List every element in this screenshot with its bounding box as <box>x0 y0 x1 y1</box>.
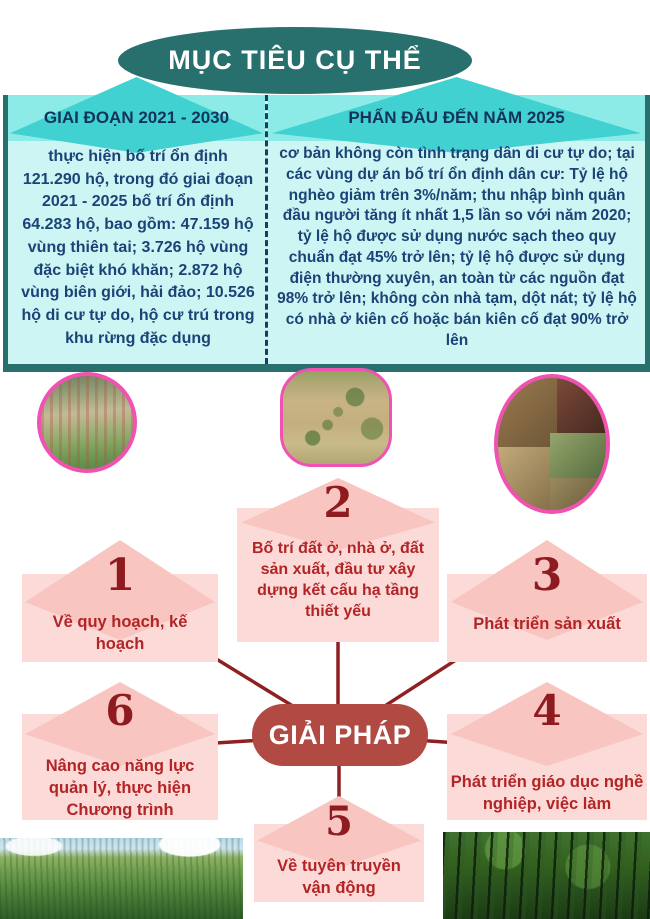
main-title-banner <box>118 27 472 94</box>
envelope-label: Phát triển sản xuất <box>473 615 621 633</box>
envelope-number: 5 <box>325 798 353 845</box>
solution-envelope-1 <box>22 540 218 662</box>
solutions-center-node <box>252 704 428 766</box>
envelope-number: 6 <box>105 686 135 735</box>
envelope-number: 3 <box>531 550 563 601</box>
envelope-number: 4 <box>532 686 562 735</box>
collage-tile <box>550 478 606 510</box>
solution-envelope-5 <box>254 796 424 902</box>
solution-envelope-3 <box>447 540 647 662</box>
forest-mountains-photo <box>0 838 243 919</box>
collage-tile <box>557 378 606 433</box>
solution-envelope-2 <box>237 478 439 642</box>
envelope-label: Phát triển giáo dục nghề nghiệp, việc làm <box>450 773 644 813</box>
collage-tile <box>498 378 557 447</box>
envelope-label: Về tuyên truyền vận động <box>277 857 401 897</box>
target-header: PHẤN ĐẤU ĐẾN NĂM 2025 <box>348 108 565 127</box>
main-title: MỤC TIÊU CỤ THỂ <box>168 45 422 75</box>
envelope-label: Nâng cao năng lực quản lý, thực hiện Chương trình <box>45 757 195 819</box>
column-divider <box>265 95 268 364</box>
solution-envelope-6 <box>22 682 218 820</box>
period-header: GIAI ĐOẠN 2021 - 2030 <box>43 108 230 127</box>
objectives-box <box>3 95 650 372</box>
flood-aerial-photo <box>280 368 392 467</box>
envelope-label: Về quy hoạch, kế hoạch <box>52 613 188 653</box>
envelope-number: 2 <box>323 478 353 527</box>
collage-tile <box>498 447 550 510</box>
bamboo-forest-photo <box>443 832 650 919</box>
envelope-number: 1 <box>104 550 136 601</box>
period-body-text: thực hiện bố trí ổn định 121.290 hộ, trong đó giai đoạn 2021 - 2025 bố trí ổn định 64.283 hộ, bao gồm: 47.159 hộ vùng thiên tai; 3.726 hộ vùng đặc biệt khó khăn; 2.872 hộ vùng biên giới, hải đảo; 10.526 hộ di cư tự do, hộ cư trú trong khu rừng đặc dụng <box>21 148 255 347</box>
target-body-text: cơ bản không còn tình trạng dân di cư tự do; tại các vùng dự án bố trí ổn định dân cư: Tỷ lệ hộ nghèo giảm trên 3%/năm; thu nhập bình quân đầu người tăng ít nhất 1,5 lần so với năm 2020; tỷ lệ hộ được sử dụng nước sạch theo quy chuẩn đạt 45% trở lên; tỷ lệ hộ được sử dụng điện thường xuyên, an toàn từ các nguồn đạt 98% trở lên; không còn nhà tạm, dột nát; tỷ lệ hộ có nhà ở kiên cố hoặc bán kiên cố đạt 90% trở lên <box>277 145 637 349</box>
solutions-center-label: GIẢI PHÁP <box>268 719 412 750</box>
village-aerial-photo <box>37 372 137 473</box>
collage-tile <box>550 433 606 478</box>
solution-envelope-4 <box>447 682 647 820</box>
people-collage-photo <box>494 374 610 514</box>
envelope-label: Bố trí đất ở, nhà ở, đất sản xuất, đầu tư xây dựng kết cấu hạ tầng thiết yếu <box>251 540 425 621</box>
